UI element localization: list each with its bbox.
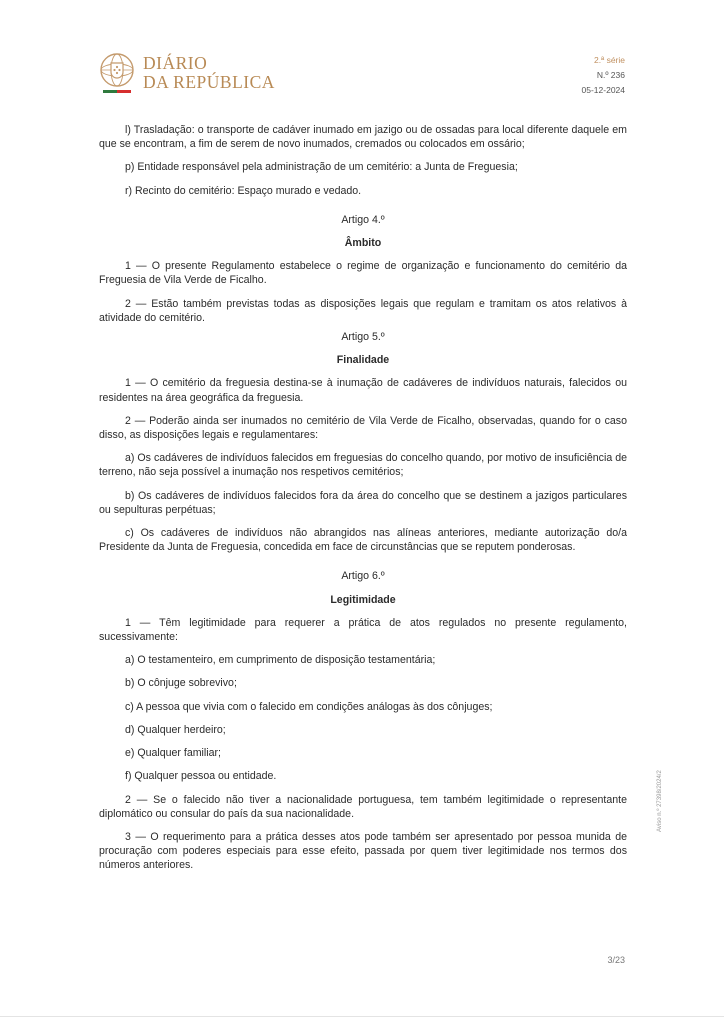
article-title: Âmbito <box>344 237 382 250</box>
paragraph: f) Qualquer pessoa ou entidade. <box>125 770 277 783</box>
flag-red-segment <box>117 90 131 93</box>
issue-metadata <box>582 53 625 98</box>
paragraph: 2 — Poderão ainda ser inumados no cemitério de Vila Verde de Ficalho, observadas, quando for o caso disso, as disposições legais e regulamentares: <box>99 414 627 442</box>
paragraph: c) Os cadáveres de indivíduos não abrangidos nas alíneas anteriores, mediante autorização do/a Presidente da Junta de Freguesia, concedida em face de circunstâncias que se reputem ponderosas. <box>99 527 627 554</box>
flag-green-segment <box>103 90 117 93</box>
issue-number: N.º 236 <box>596 70 625 80</box>
paragraph: a) Os cadáveres de indivíduos falecidos em freguesias do concelho quando, por motivo de insuficiência de terreno, não seja possível a inumação nos respetivos cemitérios; <box>99 452 627 479</box>
series-label: 2.ª série <box>593 55 625 65</box>
issue-date: 05-12-2024 <box>581 85 625 95</box>
paragraph: c) A pessoa que vivia com o falecido em condições análogas às dos cônjuges; <box>125 700 493 713</box>
paragraph: 2 — Estão também previstas todas as disposições legais que regulam e tramitam os atos relativos à atividade do cemitério. <box>99 297 627 324</box>
paragraph: a) O testamenteiro, em cumprimento de disposição testamentária; <box>125 654 436 667</box>
paragraph: p) Entidade responsável pela administração de um cemitério: a Junta de Freguesia; <box>125 161 518 174</box>
paragraph: 1 — O cemitério da freguesia destina-se à inumação de cadáveres de indivíduos naturais, falecidos ou residentes na área geográfica da freguesia. <box>99 377 627 404</box>
paragraph: 1 — Têm legitimidade para requerer a prática de atos regulados no presente regulamento, sucessivamente: <box>99 616 627 644</box>
republic-emblem-icon <box>99 52 135 88</box>
footer-divider <box>0 1016 724 1017</box>
paragraph: b) Os cadáveres de indivíduos falecidos fora da área do concelho que se destinem a jazigos particulares ou sepulturas perpétuas; <box>99 489 627 516</box>
paragraph: d) Qualquer herdeiro; <box>125 723 226 736</box>
article-heading: Artigo 6.º <box>341 570 385 583</box>
brand-line-2: DA REPÚBLICA <box>143 72 275 92</box>
paragraph: r) Recinto do cemitério: Espaço murado e vedado. <box>125 184 362 197</box>
article-title: Finalidade <box>336 354 390 367</box>
page-number: 3/23 <box>607 955 625 965</box>
article-title: Legitimidade <box>330 593 396 606</box>
article-heading: Artigo 4.º <box>341 213 385 226</box>
flag-stripe <box>103 90 131 93</box>
paragraph: b) O cônjuge sobrevivo; <box>125 677 237 690</box>
paragraph: 2 — Se o falecido não tiver a nacionalidade portuguesa, tem também legitimidade o representante diplomático ou consular do país da sua nacionalidade. <box>99 793 627 820</box>
paragraph: 1 — O presente Regulamento estabelece o regime de organização e funcionamento do cemitério da Freguesia de Vila Verde de Ficalho. <box>99 260 627 287</box>
article-heading: Artigo 5.º <box>341 331 385 344</box>
aviso-reference: Aviso n.º 27398/2024/2 <box>657 770 663 832</box>
paragraph: l) Trasladação: o transporte de cadáver inumado em jazigo ou de ossadas para local diferente daquele em que se encontram, a fim de serem de novo inumados, cremados ou colocados em ossário; <box>99 124 627 151</box>
publication-brand <box>143 54 275 92</box>
paragraph: e) Qualquer familiar; <box>125 747 221 760</box>
paragraph: 3 — O requerimento para a prática desses atos pode também ser apresentado por pessoa munida de procuração com poderes especiais para esse efeito, passada por quem tiver legitimidade nos termos dos números anteriores. <box>99 830 627 872</box>
brand-line-1: DIÁRIO <box>143 53 208 73</box>
document-body <box>99 123 627 873</box>
